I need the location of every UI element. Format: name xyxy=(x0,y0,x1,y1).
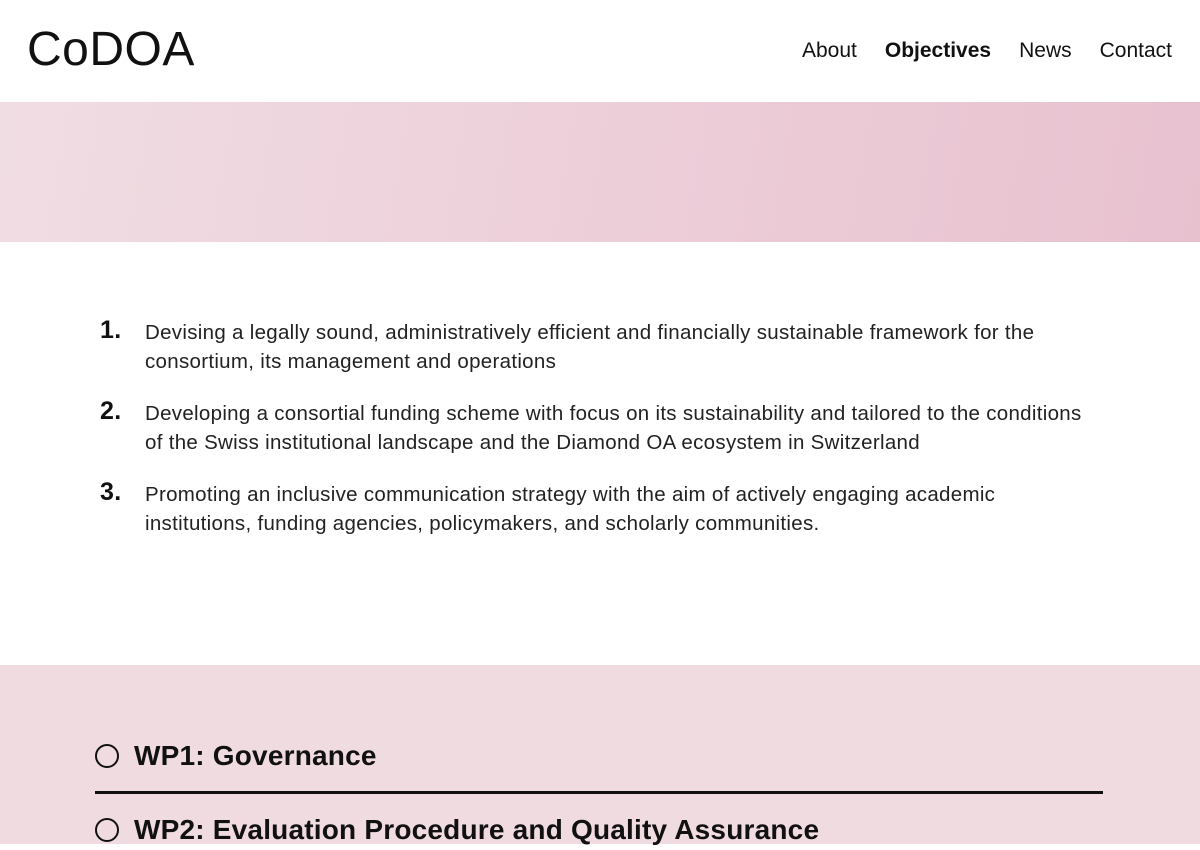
wp-title: WP1: Governance xyxy=(134,740,377,771)
work-packages-section xyxy=(0,665,1200,844)
wp-accordion-item[interactable] xyxy=(95,810,1103,850)
objective-item xyxy=(100,318,1100,376)
nav-news[interactable]: News xyxy=(1019,39,1072,62)
wp-accordion-item[interactable] xyxy=(95,736,1103,776)
objective-number: 1. xyxy=(100,316,122,344)
wp-title: WP2: Evaluation Procedure and Quality Assurance xyxy=(134,814,820,845)
objective-item xyxy=(100,480,1100,538)
nav-objectives[interactable]: Objectives xyxy=(884,39,992,62)
objective-number: 2. xyxy=(100,397,122,425)
main-nav xyxy=(802,36,1172,66)
circle-outline-icon xyxy=(95,744,119,768)
nav-about[interactable]: About xyxy=(801,39,857,62)
site-logo[interactable]: CoDOA xyxy=(27,23,195,76)
divider xyxy=(95,791,1103,794)
objective-number: 3. xyxy=(100,478,122,506)
nav-contact[interactable]: Contact xyxy=(1099,39,1172,62)
objective-text: Devising a legally sound, administratively efficient and financially sustainable framework for the consortium, its management and operations xyxy=(145,321,1035,373)
circle-outline-icon xyxy=(95,818,119,842)
site-header xyxy=(0,0,1200,102)
hero-banner xyxy=(0,102,1200,242)
objective-text: Developing a consortial funding scheme with focus on its sustainability and tailored to the conditions of the Swiss institutional landscape and the Diamond OA ecosystem in Switzerland xyxy=(145,402,1082,454)
objective-text: Promoting an inclusive communication strategy with the aim of actively engaging academic institutions, funding agencies, policymakers, and scholarly communities. xyxy=(145,483,996,535)
objective-item xyxy=(100,399,1100,457)
objectives-list xyxy=(100,318,1100,561)
